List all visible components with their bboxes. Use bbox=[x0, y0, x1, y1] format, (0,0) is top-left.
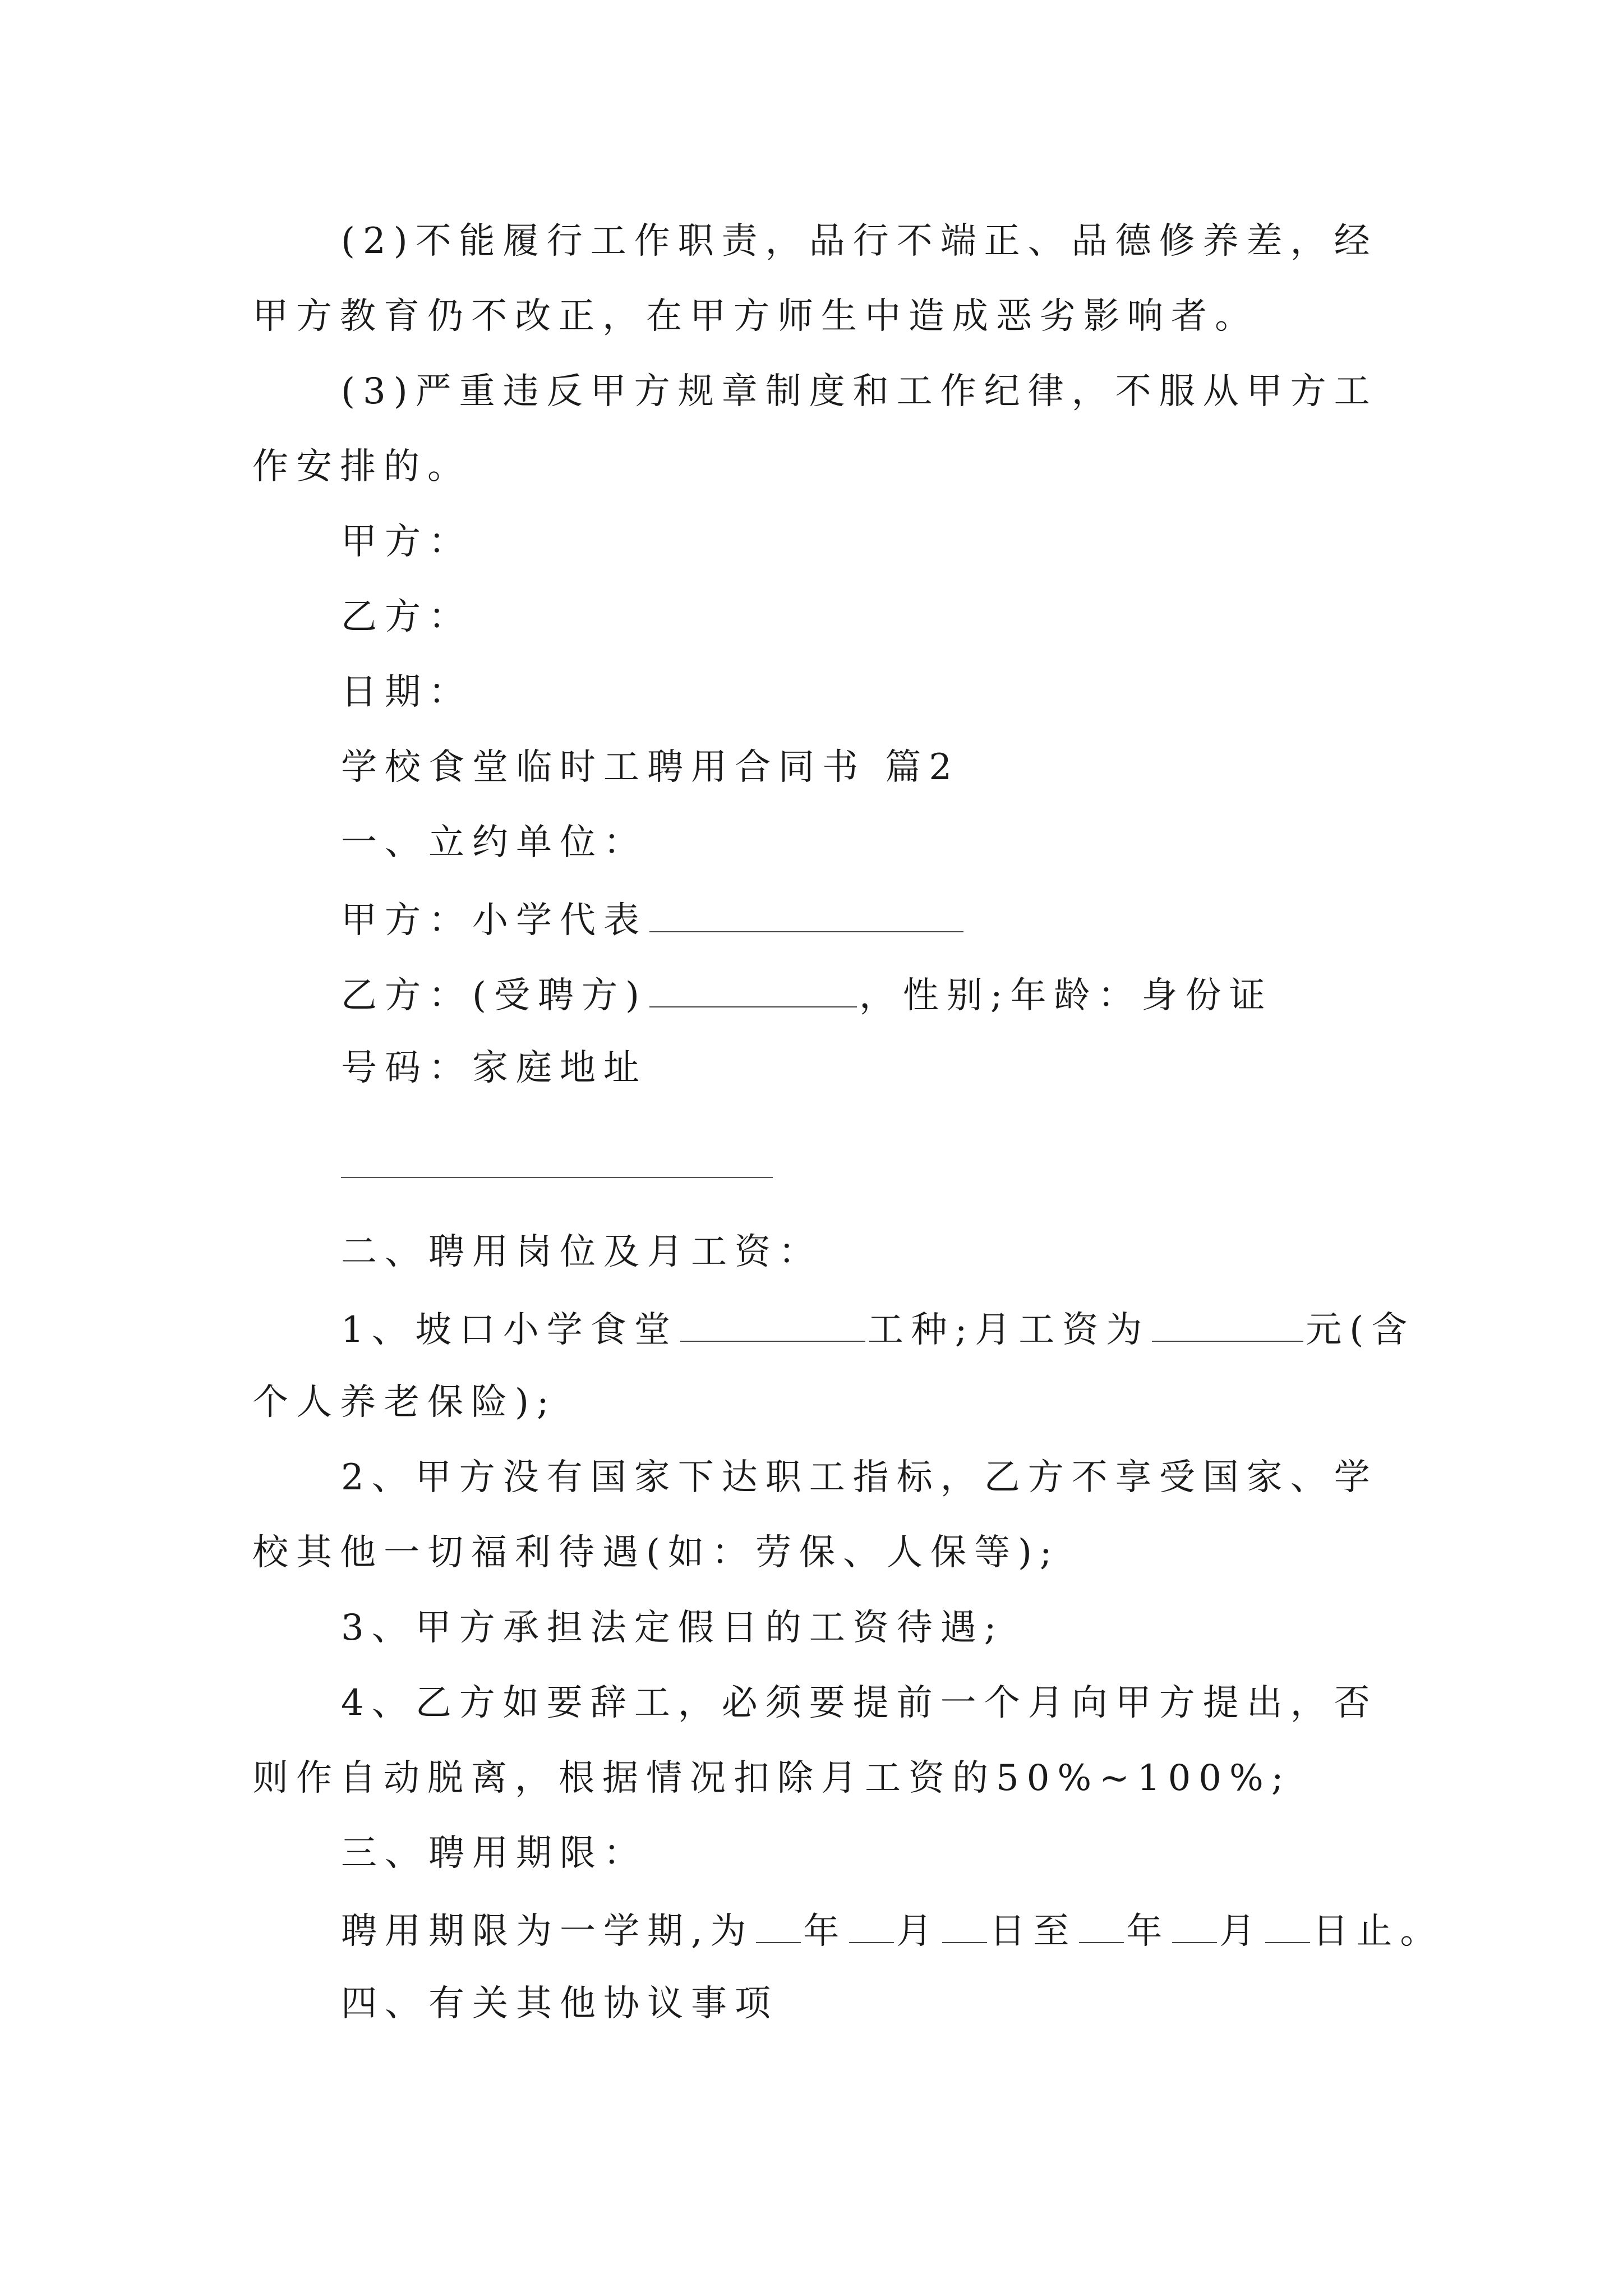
clause-2-line-1: (2)不能履行工作职责，品行不端正、品德修养差，经 bbox=[341, 220, 1378, 262]
item-4-line-2: 则作自动脱离，根据情况扣除月工资的50%~100%; bbox=[252, 1757, 1292, 1799]
party-b-gender-age-id: ，性别;年龄：身份证 bbox=[859, 975, 1273, 1016]
end-year-unit: 年 bbox=[1126, 1911, 1170, 1952]
date-label: 日期： bbox=[341, 671, 472, 713]
start-day-unit: 日至 bbox=[989, 1911, 1077, 1952]
item-1-canteen-label: 1、坡口小学食堂 bbox=[341, 1309, 678, 1351]
id-address-line: 号码：家庭地址 bbox=[341, 1047, 647, 1089]
end-day-blank bbox=[1265, 1911, 1310, 1943]
start-month-blank bbox=[849, 1911, 894, 1943]
item-1-line-1 bbox=[341, 1309, 1415, 1354]
item-2-line-2: 校其他一切福利待遇(如：劳保、人保等); bbox=[252, 1532, 1060, 1573]
address-blank-rule bbox=[341, 1177, 773, 1178]
end-month-unit: 月 bbox=[1219, 1911, 1264, 1952]
term-line bbox=[341, 1911, 1444, 1955]
item-1-yuan-label: 元(含 bbox=[1306, 1309, 1415, 1351]
party-b-name-blank bbox=[649, 975, 857, 1007]
clause-3-line-1: (3)严重违反甲方规章制度和工作纪律，不服从甲方工 bbox=[341, 371, 1378, 412]
term-label: 聘用期限为一学期,为 bbox=[341, 1911, 754, 1952]
end-year-blank bbox=[1079, 1911, 1124, 1943]
start-month-unit: 月 bbox=[896, 1911, 940, 1952]
party-a-signature-label: 甲方： bbox=[341, 521, 472, 563]
item-1-salary-label: 工种;月工资为 bbox=[867, 1309, 1150, 1351]
party-b-line bbox=[341, 975, 1273, 1020]
section-2-heading: 二、聘用岗位及月工资： bbox=[341, 1231, 822, 1273]
section-3-heading: 三、聘用期限： bbox=[341, 1833, 647, 1874]
section-4-heading: 四、有关其他协议事项 bbox=[341, 1983, 778, 2024]
end-month-blank bbox=[1172, 1911, 1217, 1943]
clause-3-line-2: 作安排的。 bbox=[252, 446, 471, 487]
party-b-label: 乙方：(受聘方) bbox=[341, 975, 647, 1016]
salary-amount-blank bbox=[1152, 1309, 1303, 1342]
party-a-line bbox=[341, 900, 966, 945]
party-a-label: 甲方：小学代表 bbox=[341, 900, 647, 941]
section-1-heading: 一、立约单位： bbox=[341, 822, 647, 863]
item-2-line-1: 2、甲方没有国家下达职工指标，乙方不享受国家、学 bbox=[341, 1457, 1378, 1498]
party-b-signature-label: 乙方： bbox=[341, 596, 472, 638]
job-type-blank bbox=[680, 1309, 865, 1342]
start-year-unit: 年 bbox=[803, 1911, 847, 1952]
party-a-representative-blank bbox=[649, 900, 963, 932]
clause-2-line-2: 甲方教育仍不改正，在甲方师生中造成恶劣影响者。 bbox=[252, 296, 1258, 337]
end-day-unit: 日止。 bbox=[1312, 1911, 1444, 1952]
item-3-line: 3、甲方承担法定假日的工资待遇; bbox=[341, 1607, 1004, 1649]
start-year-blank bbox=[756, 1911, 801, 1943]
item-4-line-1: 4、乙方如要辞工，必须要提前一个月向甲方提出，否 bbox=[341, 1682, 1378, 1724]
start-day-blank bbox=[942, 1911, 987, 1943]
item-1-line-2: 个人养老保险); bbox=[252, 1382, 557, 1423]
contract-title: 学校食堂临时工聘用合同书 篇2 bbox=[341, 747, 960, 788]
